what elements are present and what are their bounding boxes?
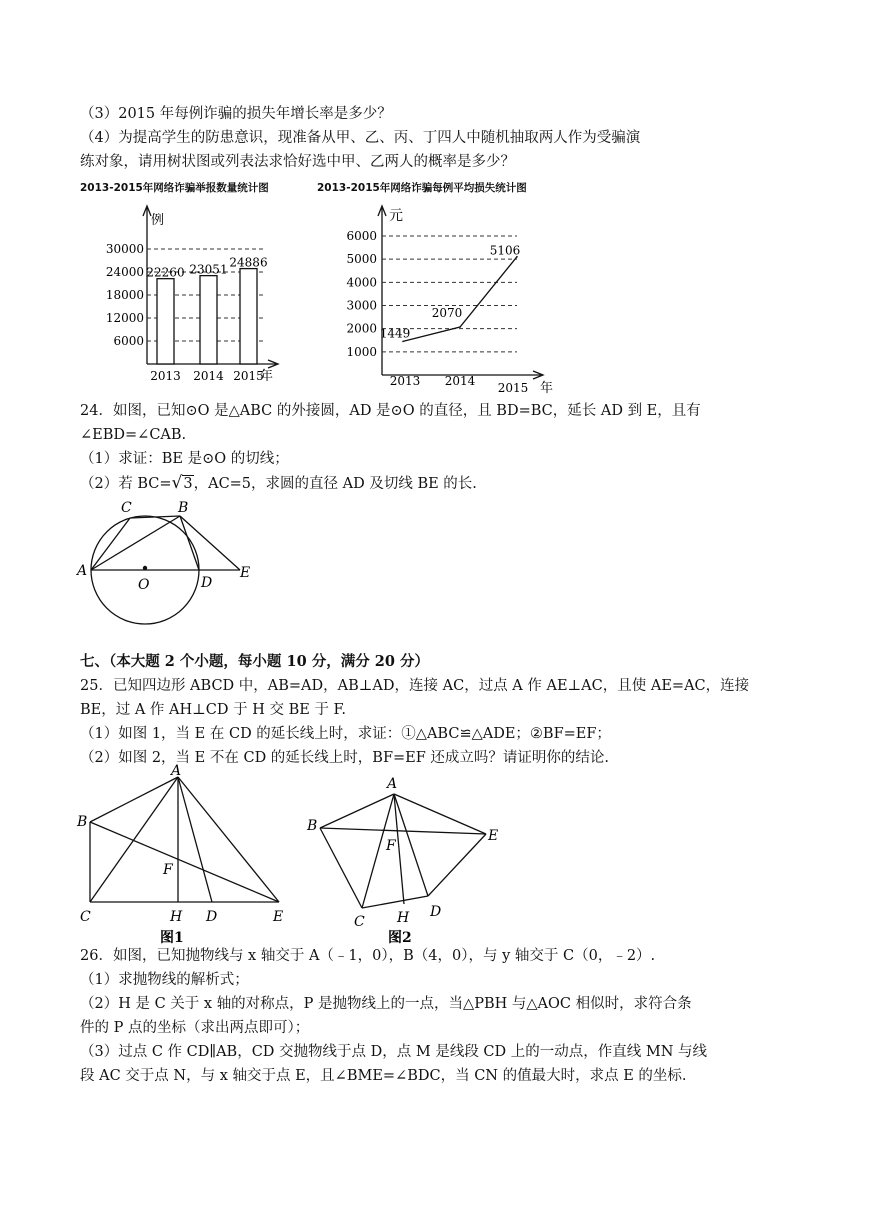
bar-value-label: 24886 bbox=[229, 255, 268, 270]
fig1-label-e: E bbox=[273, 909, 284, 925]
q24-stem-line2: ∠EBD=∠CAB. bbox=[80, 427, 187, 443]
bar-x-tick-label: 2013 bbox=[150, 369, 181, 383]
q23-part3: （3）2015 年每例诈骗的损失年增长率是多少？ bbox=[80, 106, 392, 122]
q23-part4-line1: （4）为提高学生的防患意识，现准备从甲、乙、丙、丁四人中随机抽取两人作为受骗演 bbox=[80, 130, 641, 146]
q26-stem: 26．如图，已知抛物线与 x 轴交于 A（﹣1，0），B（4，0），与 y 轴交于 C（0，﹣2）. bbox=[80, 948, 656, 964]
fig2-label-c: C bbox=[354, 914, 365, 930]
line-y-tick-label: 1000 bbox=[346, 344, 377, 359]
line-value-label: 5106 bbox=[489, 243, 521, 258]
line-point bbox=[459, 326, 461, 328]
fig2-label-f: F bbox=[386, 838, 396, 854]
fig1-label-h: H bbox=[170, 909, 183, 925]
bar-x-tick-label: 2015 bbox=[233, 369, 264, 383]
bar bbox=[200, 276, 217, 364]
fig1-label-c: C bbox=[80, 909, 91, 925]
bar bbox=[240, 269, 257, 364]
q24-part2 bbox=[80, 473, 477, 494]
q23-part4-line2: 练对象，请用树状图或列表法求恰好选中甲、乙两人的概率是多少？ bbox=[80, 154, 515, 170]
label-d: D bbox=[201, 575, 213, 591]
bar bbox=[157, 279, 174, 364]
line-value-label: 2070 bbox=[431, 306, 463, 321]
center-point bbox=[143, 566, 147, 570]
q25-part2: （2）如图 2，当 E 不在 CD 的延长线上时，BF=EF 还成立吗？请证明你的结论. bbox=[80, 750, 610, 766]
bar-value-label: 23051 bbox=[189, 262, 228, 277]
line-y-tick-label: 5000 bbox=[346, 252, 377, 267]
bar-x-tick-label: 2014 bbox=[193, 369, 224, 383]
q24-part1: （1）求证：BE 是⊙O 的切线； bbox=[80, 451, 289, 467]
fig1-label-d: D bbox=[206, 909, 218, 925]
bar-y-tick-label: 12000 bbox=[105, 311, 144, 325]
fig1-label-f: F bbox=[163, 862, 173, 878]
fig1-label-a: A bbox=[171, 764, 182, 779]
section-seven-heading: 七、（本大题 2 个小题，每小题 10 分，满分 20 分） bbox=[80, 653, 429, 670]
q26-part1: （1）求抛物线的解析式； bbox=[80, 972, 249, 988]
q26-part3-line1: （3）过点 C 作 CD∥AB，CD 交抛物线于点 D，点 M 是线段 CD 上的一动点，作直线 MN 与线 bbox=[80, 1044, 708, 1060]
line-point bbox=[402, 341, 404, 343]
line-chart-title: 2013-2015年网络诈骗每例平均损失统计图 bbox=[317, 182, 527, 194]
figure-25-2 bbox=[302, 770, 502, 946]
line-x-tick-label: 2013 bbox=[389, 374, 421, 388]
label-o: O bbox=[138, 577, 150, 593]
line-y-tick-label: 6000 bbox=[346, 229, 377, 243]
label-a: A bbox=[77, 563, 88, 579]
label-c: C bbox=[121, 500, 132, 516]
fig1-caption: 图1 bbox=[160, 930, 184, 946]
label-b: B bbox=[178, 500, 189, 516]
figure-25-1 bbox=[74, 764, 294, 946]
line-x-axis-label: 年 bbox=[540, 381, 554, 394]
line-value-label: 1449 bbox=[379, 326, 411, 341]
label-e: E bbox=[240, 565, 251, 581]
line-y-axis-label: 元 bbox=[389, 208, 403, 224]
line-x-tick-label: 2015 bbox=[497, 381, 529, 394]
line-x-tick-label: 2014 bbox=[444, 374, 476, 388]
sqrt-radicand: 3 bbox=[183, 476, 193, 492]
fig2-label-d: D bbox=[430, 904, 442, 920]
q25-part1: （1）如图 1，当 E 在 CD 的延长线上时，求证：①△ABC≌△ADE；②BF=EF； bbox=[80, 726, 611, 742]
fig1-label-b: B bbox=[77, 814, 88, 830]
bar-y-tick-label: 18000 bbox=[105, 288, 144, 302]
line-chart bbox=[335, 198, 560, 394]
line-y-tick-label: 4000 bbox=[346, 275, 377, 290]
bar-chart-title: 2013-2015年网络诈骗举报数量统计图 bbox=[80, 182, 269, 194]
q24-part2-suffix: ，AC=5，求圆的直径 AD 及切线 BE 的长. bbox=[193, 476, 477, 492]
segment-ac bbox=[91, 518, 130, 570]
bar-value-label: 22260 bbox=[146, 265, 185, 280]
q24-stem-line1: 24．如图，已知⊙O 是△ABC 的外接圆，AD 是⊙O 的直径，且 BD=BC，延长 AD 到 E，且有 bbox=[80, 403, 701, 419]
bar-y-tick-label: 6000 bbox=[113, 334, 144, 348]
sqrt-sign: √ bbox=[171, 473, 183, 493]
bar-chart bbox=[80, 198, 290, 386]
q25-stem-line2: BE，过 A 作 AH⊥CD 于 H 交 BE 于 F. bbox=[80, 702, 346, 718]
fig2-label-h: H bbox=[397, 910, 410, 926]
fig2-label-a: A bbox=[387, 776, 398, 792]
bar-y-tick-label: 30000 bbox=[105, 242, 144, 256]
fig2-caption: 图2 bbox=[388, 930, 412, 946]
q24-part2-prefix: （2）若 BC= bbox=[80, 476, 172, 492]
line-y-tick-label: 3000 bbox=[346, 298, 377, 313]
q26-part3-line2: 段 AC 交于点 N，与 x 轴交于点 E，且∠BME=∠BDC，当 CN 的值最大时，求点 E 的坐标. bbox=[80, 1068, 687, 1084]
bar-x-axis-label: 年 bbox=[260, 369, 274, 384]
q26-part2-line1: （2）H 是 C 关于 x 轴的对称点，P 是抛物线上的一点，当△PBH 与△AOC 相似时，求符合条 bbox=[80, 996, 692, 1012]
q26-part2-line2: 件的 P 点的坐标（求出两点即可）； bbox=[80, 1020, 310, 1036]
q25-stem-line1: 25．已知四边形 ABCD 中，AB=AD，AB⊥AD，连接 AC，过点 A 作 AE⊥AC，且使 AE=AC，连接 bbox=[80, 678, 750, 694]
circle-figure bbox=[76, 496, 261, 626]
fig2-label-e: E bbox=[488, 828, 499, 844]
bar-y-tick-label: 24000 bbox=[105, 265, 144, 279]
fig2-label-b: B bbox=[307, 818, 318, 834]
line-y-tick-label: 2000 bbox=[346, 321, 377, 336]
bar-y-axis-label: 例 bbox=[151, 213, 165, 228]
segment-ab bbox=[91, 516, 180, 570]
